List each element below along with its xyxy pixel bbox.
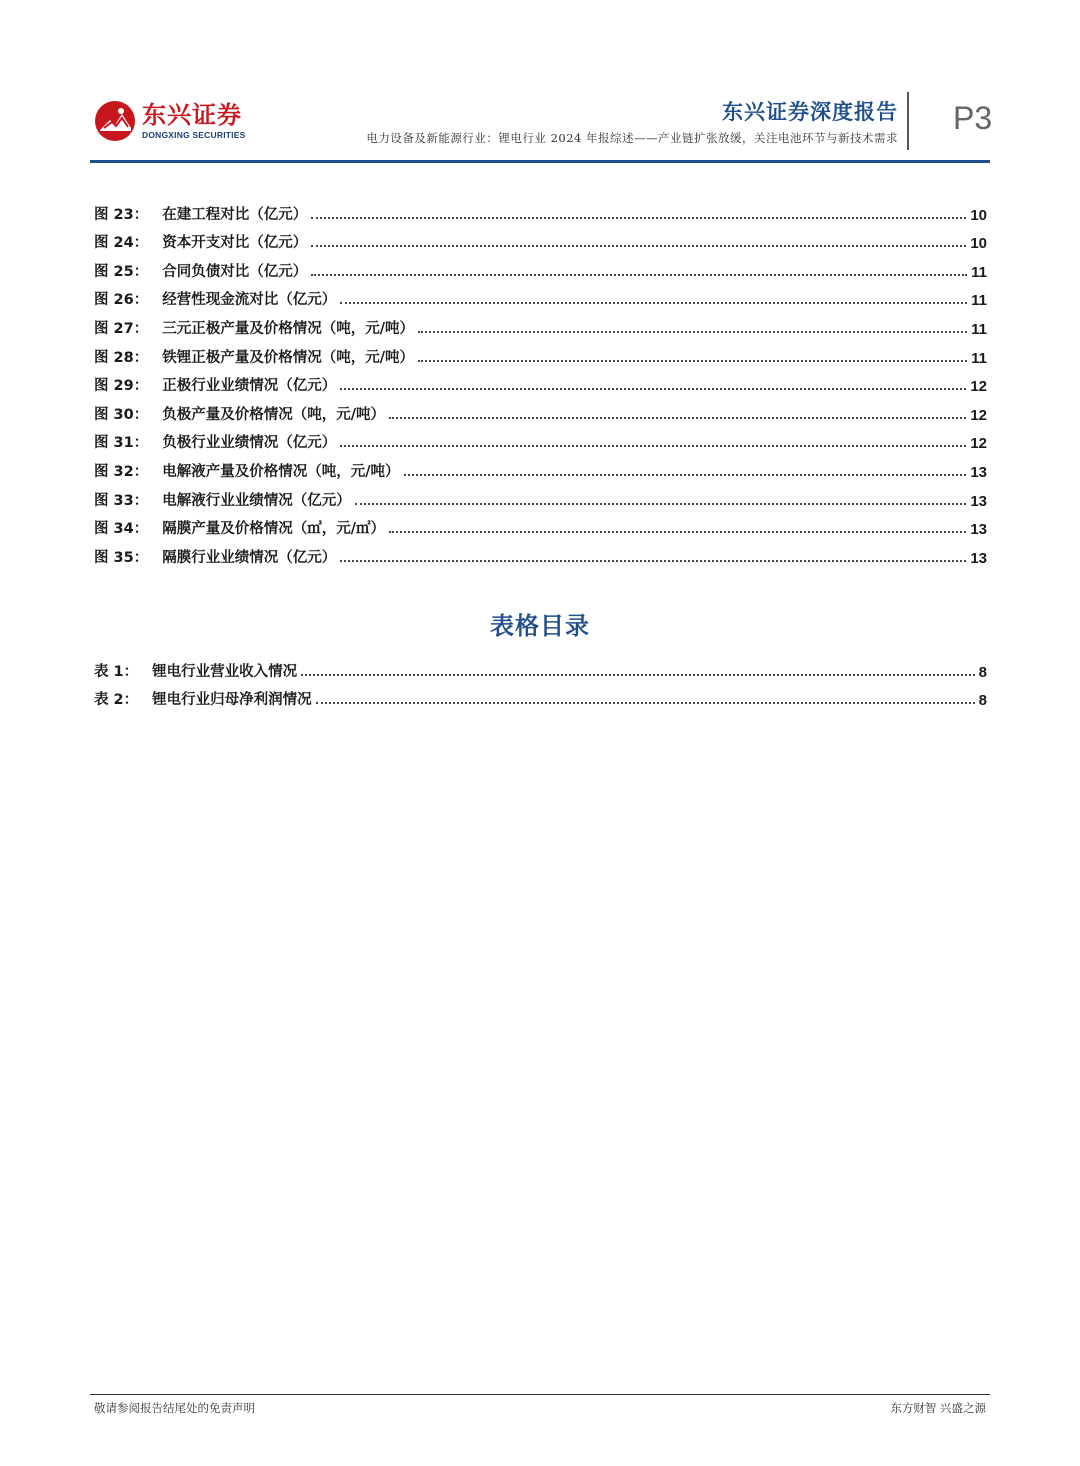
- toc-entry-leader: [340, 302, 967, 304]
- figure-toc: [94, 195, 987, 567]
- toc-entry-page: 11: [971, 292, 987, 310]
- toc-entry-page: 13: [970, 492, 987, 510]
- company-logo: [94, 100, 245, 142]
- footer-rule: [90, 1394, 990, 1395]
- toc-entry-page: 8: [978, 663, 987, 681]
- toc-entry-page: 11: [971, 263, 987, 281]
- toc-entry-label: 图 32：: [94, 463, 149, 480]
- table-toc-heading: 表格目录: [490, 612, 590, 640]
- toc-entry-leader: [311, 274, 967, 276]
- toc-entry-leader: [340, 560, 966, 562]
- toc-entry[interactable]: [94, 395, 987, 424]
- toc-entry-page: 8: [978, 692, 987, 710]
- footer-slogan: 东方财智 兴盛之源: [890, 1401, 986, 1415]
- toc-entry-page: 11: [971, 320, 987, 338]
- toc-entry-title: 正极行业业绩情况（亿元）: [162, 377, 337, 395]
- toc-entry-leader: [340, 445, 966, 447]
- toc-entry-title: 三元正极产量及价格情况（吨，元/吨）: [162, 319, 415, 337]
- toc-entry-page: 12: [970, 378, 987, 396]
- toc-entry[interactable]: [94, 452, 987, 481]
- table-toc: [94, 652, 987, 709]
- toc-entry-page: 12: [970, 435, 987, 453]
- toc-entry-label: 图 33：: [94, 492, 149, 509]
- toc-entry-label: 图 28：: [94, 349, 149, 366]
- toc-entry-title: 负极产量及价格情况（吨，元/吨）: [162, 405, 386, 423]
- report-subtitle: 电力设备及新能源行业：锂电行业 2024 年报综述——产业链扩张放缓，关注电池环节与新技术需求: [366, 131, 898, 145]
- toc-entry-title: 资本开支对比（亿元）: [162, 234, 308, 252]
- toc-entry-leader: [389, 417, 966, 419]
- logo-chinese-name: 东兴证券: [142, 101, 242, 129]
- toc-entry-leader: [311, 245, 966, 247]
- toc-entry-label: 图 29：: [94, 378, 149, 395]
- toc-entry[interactable]: [94, 367, 987, 396]
- footer-disclaimer: 敬请参阅报告结尾处的免责声明: [94, 1401, 255, 1415]
- toc-entry-title: 隔膜产量及价格情况（㎡，元/㎡）: [162, 520, 386, 538]
- toc-entry[interactable]: [94, 481, 987, 510]
- dongxing-logo-icon: [94, 100, 136, 142]
- toc-entry-label: 图 27：: [94, 320, 149, 337]
- toc-entry-title: 电解液产量及价格情况（吨，元/吨）: [162, 462, 400, 480]
- toc-entry-label: 图 31：: [94, 435, 149, 452]
- toc-entry-leader: [418, 360, 967, 362]
- header-rule: [90, 160, 990, 163]
- toc-entry[interactable]: [94, 252, 987, 281]
- toc-entry[interactable]: [94, 510, 987, 539]
- toc-entry-title: 负极行业业绩情况（亿元）: [162, 434, 337, 452]
- toc-entry[interactable]: [94, 538, 987, 567]
- toc-entry-label: 图 35：: [94, 549, 149, 566]
- toc-entry[interactable]: [94, 195, 987, 224]
- toc-entry-title: 铁锂正极产量及价格情况（吨，元/吨）: [162, 348, 415, 366]
- toc-entry[interactable]: [94, 309, 987, 338]
- toc-entry-title: 锂电行业归母净利润情况: [152, 691, 312, 709]
- toc-entry-leader: [355, 503, 967, 505]
- toc-entry[interactable]: [94, 424, 987, 453]
- toc-entry-page: 13: [970, 549, 987, 567]
- toc-entry-leader: [316, 702, 975, 704]
- toc-entry[interactable]: [94, 281, 987, 310]
- toc-entry-leader: [301, 674, 975, 676]
- toc-entry-title: 在建工程对比（亿元）: [162, 205, 308, 223]
- toc-entry-page: 10: [970, 235, 987, 253]
- toc-entry-label: 表 2：: [94, 692, 139, 709]
- toc-entry-page: 12: [970, 406, 987, 424]
- toc-entry-label: 图 24：: [94, 235, 149, 252]
- toc-entry-page: 13: [970, 521, 987, 539]
- report-title: 东兴证券深度报告: [722, 100, 898, 124]
- logo-english-name: DONGXING SECURITIES: [142, 130, 246, 140]
- toc-entry-page: 11: [971, 349, 987, 367]
- toc-entry-title: 隔膜行业业绩情况（亿元）: [162, 548, 337, 566]
- toc-entry-label: 图 25：: [94, 263, 149, 280]
- toc-entry-label: 表 1：: [94, 663, 139, 680]
- toc-entry-label: 图 23：: [94, 206, 149, 223]
- toc-entry[interactable]: [94, 224, 987, 253]
- toc-entry-leader: [404, 474, 967, 476]
- toc-entry-leader: [340, 388, 966, 390]
- toc-entry[interactable]: [94, 681, 987, 710]
- header-divider: [907, 92, 909, 150]
- page-number: P3: [953, 100, 993, 136]
- toc-entry[interactable]: [94, 652, 987, 681]
- toc-entry-title: 合同负债对比（亿元）: [162, 262, 308, 280]
- toc-entry-page: 10: [970, 206, 987, 224]
- toc-entry-label: 图 34：: [94, 521, 149, 538]
- toc-entry-title: 经营性现金流对比（亿元）: [162, 291, 337, 309]
- toc-entry[interactable]: [94, 338, 987, 367]
- toc-entry-title: 锂电行业营业收入情况: [152, 662, 298, 680]
- toc-entry-page: 13: [970, 463, 987, 481]
- toc-entry-leader: [418, 331, 967, 333]
- toc-entry-leader: [389, 531, 966, 533]
- toc-entry-label: 图 26：: [94, 292, 149, 309]
- toc-entry-title: 电解液行业业绩情况（亿元）: [162, 491, 351, 509]
- toc-entry-leader: [311, 217, 966, 219]
- toc-entry-label: 图 30：: [94, 406, 149, 423]
